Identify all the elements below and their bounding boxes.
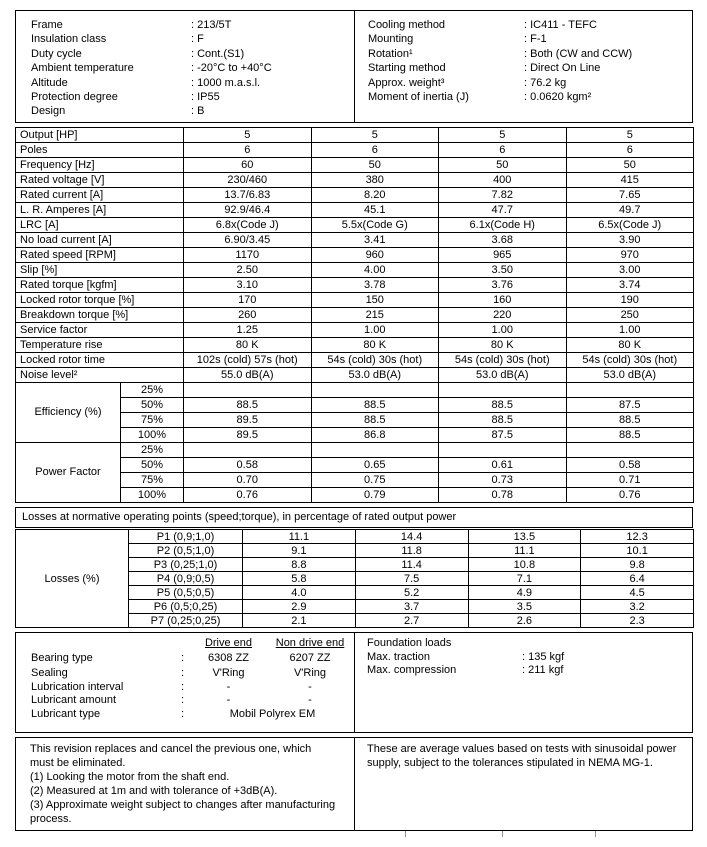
data-cell: 7.82 [439,188,567,203]
data-cell: 88.5 [566,428,694,443]
spec-value: : IP55 [191,90,220,103]
data-cell: 54s (cold) 30s (hot) [566,353,694,368]
data-cell: 80 K [311,338,439,353]
data-cell: 5 [439,128,567,143]
row-label: Service factor [16,323,184,338]
data-cell: 87.5 [566,398,694,413]
data-cell: 3.90 [566,233,694,248]
spec-label: Insulation class [31,33,107,46]
load-percent-label: 75% [121,473,184,488]
data-cell: 6.4 [581,572,694,586]
spec-label: Mounting [368,33,414,46]
foundation-loads-title: Foundation loads [367,637,452,649]
footer-note: These are average values based on tests with sinusoidal power supply, subject to the tolerances stipulated in NEMA MG-1. [367,743,677,769]
table-row [16,263,694,278]
losses-table [15,529,694,628]
spec-value: : Both (CW and CCW) [524,47,633,60]
spec-row [31,90,354,104]
spec-row [31,61,354,75]
row-label: Breakdown torque [%] [16,308,184,323]
row-label: Locked rotor time [16,353,184,368]
spec-label: Rotation¹ [368,47,413,60]
spec-row [31,47,354,61]
data-cell: 12.3 [581,530,694,544]
data-cell: 80 K [184,338,312,353]
load-percent-label: 75% [121,413,184,428]
data-cell: 0.79 [311,488,439,503]
data-cell: 3.7 [355,600,468,614]
data-cell: 80 K [566,338,694,353]
row-label: Output [HP] [16,128,184,143]
row-label: Noise level² [16,368,184,383]
spec-row [368,47,692,61]
data-cell: 8.20 [311,188,439,203]
bearing-non-drive-end-value: V'Ring [293,667,327,680]
data-cell: 87.5 [439,428,567,443]
data-cell: 54s (cold) 30s (hot) [439,353,567,368]
table-row [16,308,694,323]
spec-value: : F [191,33,204,46]
table-row [16,323,694,338]
foundation-label: Max. compression [367,664,457,677]
table-row [16,368,694,383]
data-cell [184,383,312,398]
row-label: Temperature rise [16,338,184,353]
spec-label: Design [31,105,66,118]
spec-row [368,32,692,46]
data-cell: 3.74 [566,278,694,293]
data-cell: 47.7 [439,203,567,218]
data-cell: 6.8x(Code J) [184,218,312,233]
data-cell: 7.1 [468,572,581,586]
data-cell: 13.7/6.83 [184,188,312,203]
data-cell: 80 K [439,338,567,353]
data-cell: 415 [566,173,694,188]
load-percent-label: 100% [121,488,184,503]
data-cell: 1170 [184,248,312,263]
grid-tick [595,831,596,837]
bearing-drive-end-value: 6308 ZZ [208,651,249,664]
data-cell: 1.00 [566,323,694,338]
footer-note: (3) Approximate weight subject to changes after manufacturing process. [30,798,336,825]
data-cell: 4.00 [311,263,439,278]
table-row [16,530,694,544]
data-cell: 53.0 dB(A) [311,368,439,383]
spec-label: Duty cycle [31,47,82,60]
spec-row [368,61,692,75]
bearing-col-header: Non drive end [275,637,345,649]
data-cell [311,383,439,398]
data-cell: 2.6 [468,614,581,628]
data-cell: 88.5 [184,398,312,413]
row-label: Frequency [Hz] [16,158,184,173]
spec-label: Starting method [368,62,446,75]
data-cell: 0.78 [439,488,567,503]
data-cell: 3.76 [439,278,567,293]
spec-value: : 1000 m.a.s.l. [191,76,261,89]
data-cell: 6 [439,143,567,158]
table-row [16,158,694,173]
table-row [16,128,694,143]
efficiency-powerfactor-table [15,382,694,503]
data-cell: 965 [439,248,567,263]
row-label: L. R. Amperes [A] [16,203,184,218]
spec-label: Ambient temperature [31,62,134,75]
table-row [16,383,694,398]
data-cell: 3.78 [311,278,439,293]
bearing-non-drive-end-value: 6207 ZZ [289,651,331,664]
spec-label: Frame [31,19,63,31]
losses-caption: Losses at normative operating points (speed;torque), in percentage of rated output power [15,507,693,528]
group-label: Losses (%) [16,530,129,628]
data-cell: 88.5 [566,413,694,428]
load-percent-label: 25% [121,443,184,458]
spec-label: Cooling method [368,19,446,31]
load-percent-label: 50% [121,458,184,473]
data-cell: 5 [184,128,312,143]
spec-row [31,76,354,90]
data-cell: 10.8 [468,558,581,572]
data-cell: 10.1 [581,544,694,558]
data-cell: 190 [566,293,694,308]
data-cell: 3.41 [311,233,439,248]
data-cell: 0.65 [311,458,439,473]
table-row [16,248,694,263]
table-row [16,338,694,353]
spec-value: : 76.2 kg [524,76,567,89]
bearing-row-label: Lubricant amount [31,694,116,707]
data-cell: 3.00 [566,263,694,278]
data-cell: 89.5 [184,413,312,428]
table-row [16,143,694,158]
data-cell: 5.5x(Code G) [311,218,439,233]
table-row [16,233,694,248]
data-cell: 0.70 [184,473,312,488]
data-cell: 2.3 [581,614,694,628]
colon: : [181,651,185,664]
data-cell [439,443,567,458]
data-cell: 5.2 [355,586,468,600]
bearing-row [31,652,354,666]
row-label: Poles [16,143,184,158]
bearing-foundation-box [15,632,693,733]
data-cell: 88.5 [439,398,567,413]
bearing-non-drive-end-value: - [308,680,312,693]
data-cell: 6 [566,143,694,158]
losses-table-body [16,530,694,628]
data-cell: 3.50 [439,263,567,278]
spec-label: Approx. weight³ [368,76,445,89]
load-percent-label: 50% [121,398,184,413]
spec-value: : -20°C to +40°C [191,62,272,75]
data-cell: 215 [311,308,439,323]
spec-value: : F-1 [524,33,547,46]
bearing-drive-end-value: V'Ring [212,667,245,680]
spec-row [368,90,692,104]
data-cell: 7.65 [566,188,694,203]
data-cell: 11.8 [355,544,468,558]
spec-value: : 213/5T [191,19,232,31]
efficiency-powerfactor-table-body [16,383,694,503]
bearing-drive-end-value: - [226,694,231,707]
spacer [181,637,191,651]
data-cell: 2.50 [184,263,312,278]
footer-note: (2) Measured at 1m and with tolerance of +3dB(A). [30,784,278,797]
data-cell: 0.73 [439,473,567,488]
foundation-row [367,651,692,665]
foundation-value: : 211 kgf [522,664,564,677]
data-cell: 6.1x(Code H) [439,218,567,233]
data-cell: 4.5 [581,586,694,600]
data-cell: 230/460 [184,173,312,188]
foundation-loads-panel [354,633,692,732]
data-cell: 45.1 [311,203,439,218]
bearing-row [31,667,354,681]
bearing-col-header: Drive end [204,637,253,649]
spacer [31,637,181,651]
data-cell: 400 [439,173,567,188]
data-cell: 3.5 [468,600,581,614]
row-label: Rated voltage [V] [16,173,184,188]
bearing-drive-end-value: - [226,680,231,693]
data-cell [311,443,439,458]
data-cell: 170 [184,293,312,308]
operating-point-label: P6 (0,5;0,25) [129,600,243,614]
data-cell: 11.4 [355,558,468,572]
data-cell [566,443,694,458]
data-cell: 380 [311,173,439,188]
footer-right-notes [354,738,692,830]
operating-point-label: P4 (0,9;0,5) [129,572,243,586]
operating-point-label: P1 (0,9;1,0) [129,530,243,544]
foundation-row [367,664,692,678]
data-cell: 0.58 [184,458,312,473]
spec-label: Altitude [31,76,68,89]
group-label: Power Factor [16,443,121,503]
data-cell: 250 [566,308,694,323]
data-cell: 6.90/3.45 [184,233,312,248]
spec-row [31,18,354,32]
operating-point-label: P5 (0,5;0,5) [129,586,243,600]
footer-note: (1) Looking the motor from the shaft end. [30,770,230,783]
data-cell: 8.8 [243,558,356,572]
spec-value: : Direct On Line [524,62,601,75]
table-row [16,218,694,233]
data-cell: 0.75 [311,473,439,488]
data-cell: 4.0 [243,586,356,600]
operating-point-label: P2 (0,5;1,0) [129,544,243,558]
main-spec-table-body [16,128,694,383]
data-cell: 1.00 [439,323,567,338]
data-cell: 5.8 [243,572,356,586]
spec-value: : Cont.(S1) [191,47,245,60]
data-cell: 50 [566,158,694,173]
table-row [16,173,694,188]
data-cell: 2.1 [243,614,356,628]
data-cell: 6 [184,143,312,158]
grid-tick [405,831,406,837]
data-cell: 1.25 [184,323,312,338]
table-row [16,353,694,368]
row-label: Rated current [A] [16,188,184,203]
row-label: Rated speed [RPM] [16,248,184,263]
data-cell: 9.1 [243,544,356,558]
bearing-row-label: Lubrication interval [31,680,124,693]
main-spec-table [15,127,694,383]
data-cell: 0.71 [566,473,694,488]
row-label: LRC [A] [16,218,184,233]
spec-value: : IC411 - TEFC [524,19,597,31]
data-cell: 9.8 [581,558,694,572]
table-row [16,278,694,293]
data-cell: 0.76 [184,488,312,503]
data-cell: 53.0 dB(A) [566,368,694,383]
data-cell: 14.4 [355,530,468,544]
spec-row [31,32,354,46]
data-cell: 13.5 [468,530,581,544]
spec-label: Moment of inertia (J) [368,90,469,103]
data-cell: 3.10 [184,278,312,293]
operating-point-label: P3 (0,25;1,0) [129,558,243,572]
bearing-row-label: Lubricant type [31,707,101,720]
data-cell: 5 [311,128,439,143]
data-cell: 55.0 dB(A) [184,368,312,383]
data-cell: 11.1 [243,530,356,544]
colon: : [181,680,185,693]
spec-row [31,104,354,118]
data-cell: 960 [311,248,439,263]
load-percent-label: 100% [121,428,184,443]
row-label: Rated torque [kgfm] [16,278,184,293]
bearing-row [31,681,354,695]
colon: : [181,707,185,720]
grid-tick [502,831,503,837]
data-cell: 150 [311,293,439,308]
bearing-row-label: Bearing type [31,651,93,664]
spec-label: Protection degree [31,90,118,103]
foundation-value: : 135 kgf [522,650,565,663]
load-percent-label: 25% [121,383,184,398]
bearing-row [31,708,354,722]
footer-note: This revision replaces and cancel the previous one, which must be eliminated. [30,743,312,769]
colon: : [181,694,185,707]
footer-notes-box [15,737,693,831]
data-cell: 0.61 [439,458,567,473]
bearing-panel [16,633,354,732]
group-label: Efficiency (%) [16,383,121,443]
bearing-header-row [31,637,354,651]
data-cell: 92.9/46.4 [184,203,312,218]
data-cell: 6.5x(Code J) [566,218,694,233]
colon: : [181,667,185,680]
data-cell: 102s (cold) 57s (hot) [184,353,312,368]
top-spec-right-panel [354,11,692,122]
data-cell: 7.5 [355,572,468,586]
data-cell: 0.76 [566,488,694,503]
data-cell: 88.5 [311,398,439,413]
data-cell: 970 [566,248,694,263]
row-label: Locked rotor torque [%] [16,293,184,308]
footer-left-notes [16,738,354,830]
row-label: Slip [%] [16,263,184,278]
foundation-label: Max. traction [367,650,430,663]
data-cell: 50 [439,158,567,173]
spec-value: : B [191,105,205,118]
data-cell [439,383,567,398]
data-cell [184,443,312,458]
table-row [16,443,694,458]
top-spec-left-panel [16,11,354,122]
data-cell: 220 [439,308,567,323]
bearing-row [31,694,354,708]
bearing-span-value: Mobil Polyrex EM [229,707,316,720]
data-cell: 53.0 dB(A) [439,368,567,383]
spec-row [368,18,692,32]
data-cell: 4.9 [468,586,581,600]
data-cell: 5 [566,128,694,143]
data-cell: 11.1 [468,544,581,558]
row-label: No load current [A] [16,233,184,248]
data-cell [566,383,694,398]
data-cell: 88.5 [311,413,439,428]
spec-row [368,76,692,90]
data-cell: 86.8 [311,428,439,443]
bearing-row-label: Sealing [31,667,68,680]
data-cell: 260 [184,308,312,323]
data-cell: 2.9 [243,600,356,614]
data-cell: 88.5 [439,413,567,428]
data-cell: 54s (cold) 30s (hot) [311,353,439,368]
bearing-non-drive-end-value: - [308,694,312,707]
data-cell: 60 [184,158,312,173]
data-cell: 2.7 [355,614,468,628]
data-cell: 3.2 [581,600,694,614]
spec-value: : 0.0620 kgm² [524,90,592,103]
table-row [16,188,694,203]
data-cell: 0.58 [566,458,694,473]
operating-point-label: P7 (0,25;0,25) [129,614,243,628]
data-cell: 89.5 [184,428,312,443]
data-cell: 6 [311,143,439,158]
top-spec-box [15,10,693,123]
data-cell: 160 [439,293,567,308]
data-cell: 1.00 [311,323,439,338]
data-cell: 3.68 [439,233,567,248]
table-row [16,293,694,308]
table-row [16,203,694,218]
data-cell: 49.7 [566,203,694,218]
data-cell: 50 [311,158,439,173]
